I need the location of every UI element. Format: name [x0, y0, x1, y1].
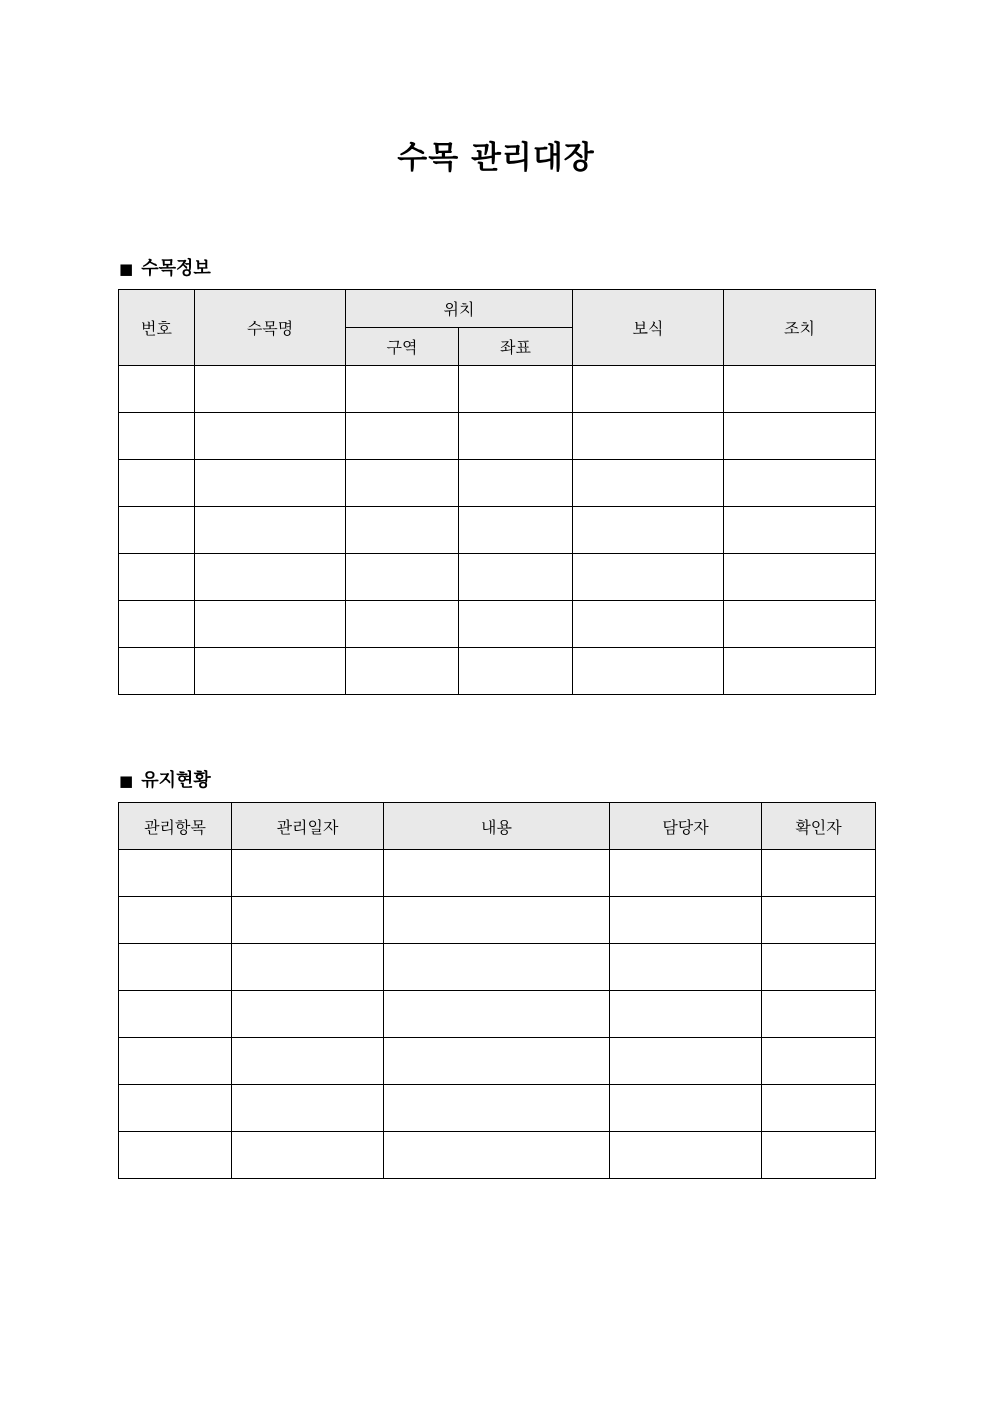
section-heading-label: 수목정보	[141, 258, 211, 279]
table-row	[119, 507, 876, 554]
table-cell[interactable]	[762, 1085, 876, 1132]
table-cell[interactable]	[384, 1132, 610, 1179]
table-cell[interactable]	[459, 507, 573, 554]
table-cell[interactable]	[573, 366, 724, 413]
table-row	[119, 601, 876, 648]
table-cell[interactable]	[232, 1085, 384, 1132]
table-cell[interactable]	[119, 413, 195, 460]
header-person-in-charge: 담당자	[610, 803, 762, 850]
table-cell[interactable]	[573, 507, 724, 554]
black-square-icon: ■	[119, 260, 134, 278]
table-cell[interactable]	[346, 507, 459, 554]
table-cell[interactable]	[724, 554, 876, 601]
table-cell[interactable]	[724, 460, 876, 507]
table-cell[interactable]	[610, 1132, 762, 1179]
table-cell[interactable]	[573, 601, 724, 648]
table-cell[interactable]	[610, 944, 762, 991]
header-management-date: 관리일자	[232, 803, 384, 850]
section-heading-label: 유지현황	[141, 770, 211, 791]
table-cell[interactable]	[232, 1132, 384, 1179]
table-cell[interactable]	[195, 648, 346, 695]
table-cell[interactable]	[459, 460, 573, 507]
table-cell[interactable]	[119, 554, 195, 601]
table-cell[interactable]	[195, 507, 346, 554]
table-cell[interactable]	[232, 897, 384, 944]
header-action: 조치	[724, 290, 876, 366]
header-condition: 보식	[573, 290, 724, 366]
table-cell[interactable]	[232, 991, 384, 1038]
table-cell[interactable]	[610, 1085, 762, 1132]
table-cell[interactable]	[724, 648, 876, 695]
table-row	[119, 991, 876, 1038]
table-cell[interactable]	[119, 991, 232, 1038]
table-cell[interactable]	[346, 648, 459, 695]
header-no: 번호	[119, 290, 195, 366]
header-confirmer: 확인자	[762, 803, 876, 850]
table-cell[interactable]	[762, 850, 876, 897]
header-content: 내용	[384, 803, 610, 850]
table-cell[interactable]	[346, 413, 459, 460]
table-cell[interactable]	[384, 850, 610, 897]
table-cell[interactable]	[573, 460, 724, 507]
table-cell[interactable]	[459, 601, 573, 648]
table-cell[interactable]	[119, 460, 195, 507]
table-cell[interactable]	[232, 1038, 384, 1085]
table-cell[interactable]	[459, 366, 573, 413]
table-cell[interactable]	[610, 1038, 762, 1085]
header-tree-name: 수목명	[195, 290, 346, 366]
table-cell[interactable]	[119, 1038, 232, 1085]
table-cell[interactable]	[459, 648, 573, 695]
table-cell[interactable]	[119, 507, 195, 554]
table-cell[interactable]	[384, 1085, 610, 1132]
table-row	[119, 1085, 876, 1132]
table-cell[interactable]	[119, 1085, 232, 1132]
table-cell[interactable]	[119, 366, 195, 413]
table-cell[interactable]	[195, 554, 346, 601]
table-row	[119, 1038, 876, 1085]
table-cell[interactable]	[346, 460, 459, 507]
black-square-icon: ■	[119, 772, 134, 790]
table-cell[interactable]	[762, 1132, 876, 1179]
table-row	[119, 554, 876, 601]
table-cell[interactable]	[195, 601, 346, 648]
table-cell[interactable]	[119, 897, 232, 944]
table-cell[interactable]	[384, 1038, 610, 1085]
table-cell[interactable]	[459, 554, 573, 601]
table-row	[119, 366, 876, 413]
table-cell[interactable]	[459, 413, 573, 460]
table-row	[119, 897, 876, 944]
table-cell[interactable]	[573, 554, 724, 601]
table-cell[interactable]	[724, 366, 876, 413]
page-title: 수목 관리대장	[397, 140, 595, 176]
table-cell[interactable]	[119, 850, 232, 897]
header-coord: 좌표	[459, 328, 573, 366]
maintenance-table	[118, 802, 876, 1179]
table-cell[interactable]	[762, 897, 876, 944]
table-cell[interactable]	[724, 601, 876, 648]
table-cell[interactable]	[724, 413, 876, 460]
table-row	[119, 944, 876, 991]
table-cell[interactable]	[119, 601, 195, 648]
header-zone: 구역	[346, 328, 459, 366]
table-row	[119, 413, 876, 460]
table-cell[interactable]	[384, 897, 610, 944]
table-cell[interactable]	[384, 944, 610, 991]
table-row	[119, 460, 876, 507]
header-location: 위치	[346, 290, 573, 328]
table-row	[119, 850, 876, 897]
table-cell[interactable]	[762, 944, 876, 991]
section-heading-tree-info	[119, 254, 211, 280]
table-cell[interactable]	[610, 850, 762, 897]
table-cell[interactable]	[346, 366, 459, 413]
table-cell[interactable]	[724, 507, 876, 554]
section-heading-maintenance	[119, 766, 211, 792]
table-cell[interactable]	[119, 1132, 232, 1179]
table-cell[interactable]	[384, 991, 610, 1038]
table-cell[interactable]	[232, 850, 384, 897]
table-cell[interactable]	[195, 413, 346, 460]
table-cell[interactable]	[573, 648, 724, 695]
table-cell[interactable]	[119, 648, 195, 695]
table-cell[interactable]	[195, 366, 346, 413]
table-cell[interactable]	[346, 601, 459, 648]
table-cell[interactable]	[610, 991, 762, 1038]
table-cell[interactable]	[119, 944, 232, 991]
header-management-item: 관리항목	[119, 803, 232, 850]
table-cell[interactable]	[573, 413, 724, 460]
table-cell[interactable]	[346, 554, 459, 601]
table-cell[interactable]	[232, 944, 384, 991]
table-cell[interactable]	[610, 897, 762, 944]
table-cell[interactable]	[195, 460, 346, 507]
table-cell[interactable]	[762, 991, 876, 1038]
table-row	[119, 1132, 876, 1179]
table-row	[119, 648, 876, 695]
table-cell[interactable]	[762, 1038, 876, 1085]
tree-info-table	[118, 289, 876, 695]
